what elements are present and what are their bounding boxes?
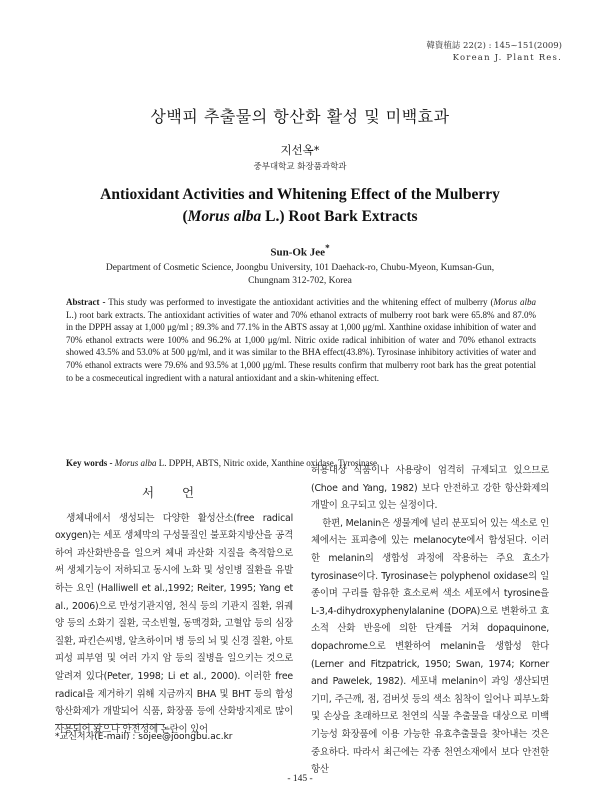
affiliation-line2: Chungnam 312-702, Korea	[248, 276, 352, 286]
left-column	[55, 484, 293, 738]
english-author-name: Sun-Ok Jee	[270, 246, 326, 259]
section-heading-introduction: 서 언	[141, 485, 207, 500]
title-paren: (	[182, 208, 188, 225]
corresponding-author-footnote: *교신저자(E-mail) : sojee@joongbu.ac.kr	[55, 732, 233, 742]
keywords-label: Key words -	[66, 458, 113, 468]
korean-affiliation: 중부대학교 화장품과학과	[253, 162, 347, 172]
abstract-label: Abstract -	[66, 297, 106, 307]
abstract-species: Morus alba	[493, 297, 536, 307]
english-title-line2	[20, 206, 580, 228]
english-title-line1: Antioxidant Activities and Whitening Effect of the Mulberry	[100, 186, 500, 203]
footnote-divider	[55, 724, 165, 725]
intro-paragraph-1: 생체내에서 생성되는 다양한 활성산소(free radical oxygen)는 세포 생체막의 구성물질인 불포화지방산을 공격하여 과산화반응을 일으켜 체내 과산화 지질을 축적함으로써 생체기능이 저하되고 동시에 노화 및 성인병 질환을 유발하는 요인 (Halliwell et al.,1992; Reiter, 1995; Yang et al., 2006)으로 만성기관지염, 천식 등의 기관지 질환, 위궤양 등의 소화기 질환, 국소빈혈, 동맥경화, 고혈압 등의 심장질환, 파킨슨씨병, 알츠하이머 병 등의 뇌 및 신경 질환, 아토피성 피부염 및 여러 가지 암 등의 질병을 일으키는 것으로 알려져 있다(Peter, 1998; Li et al., 2000). 이러한 free radical을 제거하기 위해 지금까지 BHA 및 BHT 등의 합성 항산화제가 개발되어 식품, 화장품 등에 산화방지제로 많이 사용되어 왔으나 안전성에 논란이 있어	[55, 512, 293, 735]
intro-paragraph-2: 한편, Melanin은 생물계에 널리 분포되어 있는 색소로 인체에서는 표피층에 있는 melanocyte에서 합성된다. 이러한 melanin의 생합성 과정에 작용하는 주요 효소가 tyrosinase이다. Tyrosinase는 polyphenol oxidase의 일종이며 구리를 함유한 효소로써 색소 세포에서 tyrosine을 L-3,4-dihydroxyphenylalanine (DOPA)으로 변환하고 효소적 산화 반응에 의한 단계를 거쳐 dopaquinone, dopachrome으로 변환하여 melanin을 생합성 한다(Lerner and Fitzpatrick, 1950; Swan, 1974; Korner and Pawelek, 1982). 세포내 melanin이 과잉 생산되면 기미, 주근깨, 점, 검버섯 등의 색소 침착이 일어나 피부노화 및 손상을 초래하므로 천연의 식물 추출물을 대상으로 미백 기능성 화장품에 이용 가능한 유효추출물을 찾아내는 것은 중요하다. 따라서 최근에는 각종 천연소재에서 보다 안전한 항산	[311, 517, 549, 776]
keywords-species: Morus alba	[112, 458, 157, 468]
journal-volume-line: 韓資植誌 22(2) : 145~151(2009)	[426, 41, 562, 51]
title-line2-rest: L.) Root Bark Extracts	[261, 208, 418, 225]
journal-citation	[426, 40, 562, 64]
abstract-text-2: L.) root bark extracts. The antioxidant activities of water and 70% ethanol extracts of mulberry root bark were 65.8% and 87.0% in the DPPH assay at 1,000 μg/ml ; 89.3% and 77.1% in the ABTS assay at 1,000 μg/ml. Xanthine oxidase inhibition of water and 70% ethanol extracts were 100% and 96.2% at 1,000 μg/ml. Nitric oxide radical inhibition of water and 70% ethanol extracts showed 43.5% and 53.0% at 500 μg/ml, and it was similar to the BHA effect(43.8%). Tyrosinase inhibitory activities of water and 70% ethanol extracts were 79.6% and 93.5% at 1,000 μg/ml. These results confirm that mulberry root bark has the great potential to be a cosmeceutical ingredient with a natural antioxidant and a skin-whitening effect.	[66, 309, 536, 383]
title-species: Morus alba	[187, 208, 262, 225]
right-column	[311, 462, 549, 779]
affiliation-line1: Department of Cosmetic Science, Joongbu University, 101 Daehack-ro, Chubu-Myeon, Kumsan-Gun,	[105, 263, 495, 273]
journal-name-line: Korean J. Plant Res.	[452, 53, 562, 63]
korean-title: 상백피 추출물의 항산화 활성 및 미백효과	[150, 107, 450, 126]
english-author	[0, 243, 600, 259]
keywords-list: L. DPPH, ABTS, Nitric oxide, Xanthine oxidase, Tyrosinase	[156, 458, 377, 468]
page-number: - 145 -	[287, 774, 313, 784]
abstract-text-1: This study was performed to investigate the antioxidant activities and the whitening effect of mulberry (	[105, 297, 494, 307]
english-title	[20, 184, 580, 228]
korean-author: 지선옥*	[280, 143, 320, 157]
abstract	[66, 296, 536, 384]
english-affiliation	[60, 262, 540, 288]
corresponding-mark: *	[325, 243, 330, 253]
intro-paragraph-continued: 허용대상 식품이나 사용량이 엄격히 규제되고 있으므로 (Choe and Yang, 1982) 보다 안전하고 강한 항산화제의 개발이 요구되고 있는 실정이다.	[311, 465, 549, 512]
